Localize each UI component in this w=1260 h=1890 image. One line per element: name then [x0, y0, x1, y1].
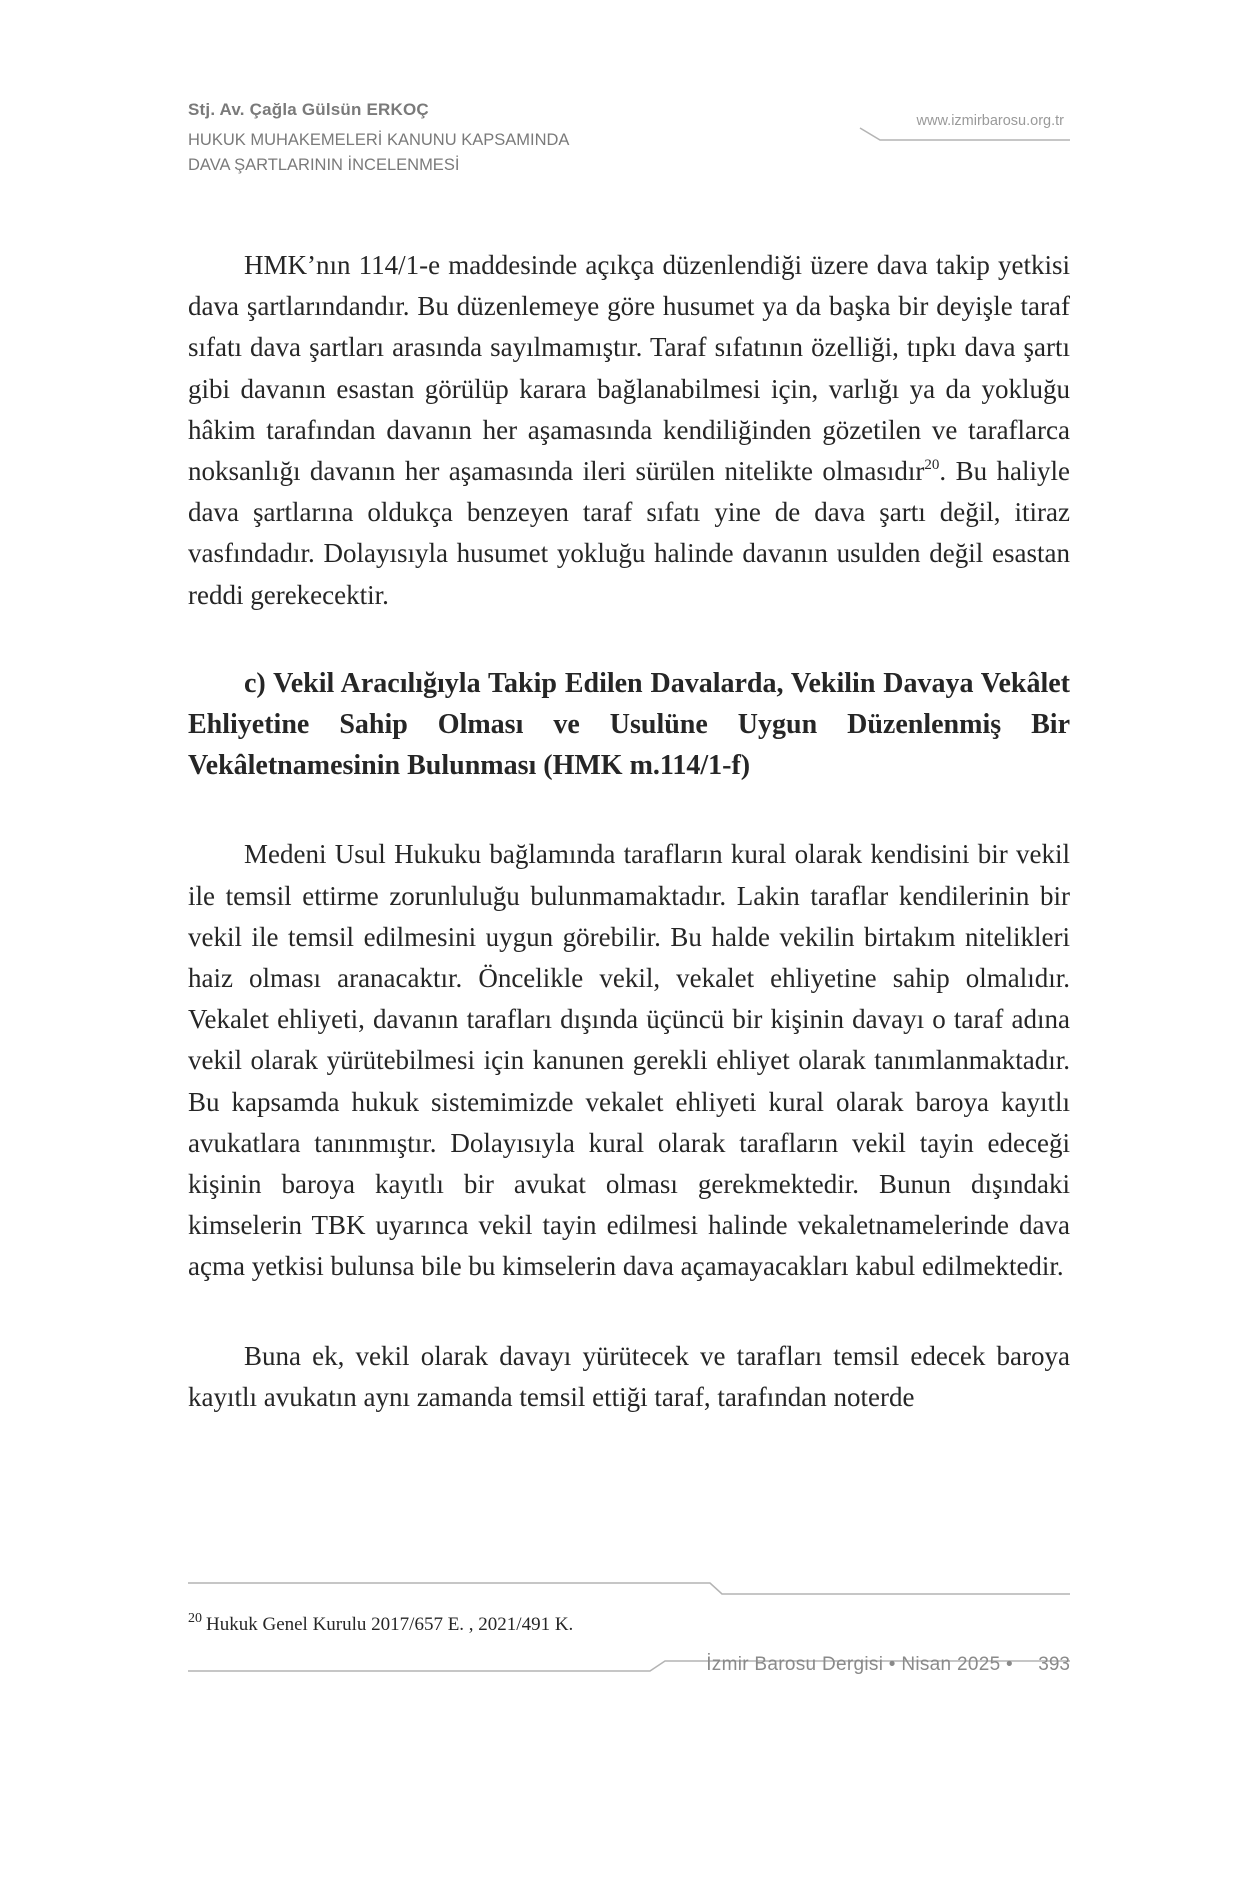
header-article-title [188, 128, 569, 178]
footnote-reference[interactable]: 20 [924, 457, 940, 474]
paragraph-1-text: HMK’nın 114/1-e maddesinde açıkça düzenlendiği üzere dava takip yetkisi dava şartlarındandır. Bu düzenlemeye göre husumet ya da başka bir deyişle taraf sıfatı dava şartları arasında sayılmamıştır. Taraf sıfatının özelliği, tıpkı dava şartı gibi davanın esastan görülüp karara bağlanabilmesi için, varlığı ya da yokluğu hâkim tarafından davanın her aşamasında kendiliğinden gözetilen ve taraflarca noksanlığı davanın her aşamasında ileri sürülen nitelikte olmasıdır [188, 250, 1070, 487]
paragraph-3: Buna ek, vekil olarak davayı yürütecek ve tarafları temsil edecek baroya kayıtlı avukatın aynı zamanda temsil ettiği taraf, tarafından noterde [188, 1340, 1070, 1412]
footnote-number: 20 [188, 1611, 202, 1626]
header-title-line-2: DAVA ŞARTLARININ İNCELENMESİ [188, 156, 460, 174]
footer-journal-info: İzmir Barosu Dergisi • Nisan 2025 • [706, 1654, 1013, 1675]
header-website-url[interactable]: www.izmirbarosu.org.tr [916, 113, 1064, 129]
footnote [188, 1611, 573, 1636]
footnote-text: Hukuk Genel Kurulu 2017/657 E. , 2021/491 K. [206, 1614, 574, 1635]
section-heading: c) Vekil Aracılığıyla Takip Edilen Davalarda, Vekilin Davaya Vekâlet Ehliyetine Sahip Olması ve Usulüne Uygun Düzenlenmiş Bir Vekâletnamesinin Bulunması (HMK m.114/1-f) [188, 667, 1070, 782]
header-author: Stj. Av. Çağla Gülsün ERKOÇ [188, 100, 429, 119]
header-title-line-1: HUKUK MUHAKEMELERİ KANUNU KAPSAMINDA [188, 131, 570, 149]
paragraph-1-text-continued: . Bu haliyle dava şartlarına oldukça benzeyen taraf sıfatı yine de dava şartı değil, itiraz vasfındadır. Dolayısıyla husumet yokluğu halinde davanın usulden değil esastan reddi gerekecektir. [188, 456, 1070, 610]
paragraph-2: Medeni Usul Hukuku bağlamında tarafların kural olarak kendisini bir vekil ile temsil ettirme zorunluluğu bulunmamaktadır. Lakin taraflar kendilerinin bir vekil ile temsil edilmesini uygun görebilir. Bu halde vekilin birtakım nitelikleri haiz olması aranacaktır. Öncelikle vekil, vekalet ehliyetine sahip olmalıdır. Vekalet ehliyeti, davanın tarafları dışında üçüncü bir kişinin davayı o taraf adına vekil olarak yürütebilmesi için kanunen gerekli ehliyet olarak tanımlanmaktadır. Bu kapsamda hukuk sistemimizde vekalet ehliyeti kural olarak baroya kayıtlı avukatlara tanınmıştır. Dolayısıyla kural olarak tarafların vekil tayin edeceği kişinin baroya kayıtlı bir avukat olması gerekmektedir. Bunun dışındaki kimselerin TBK uyarınca vekil tayin edilmesi halinde vekaletnamelerinde dava açma yetkisi bulunsa bile bu kimselerin dava açamayacakları kabul edilmektedir. [188, 839, 1070, 1282]
page-number: 393 [1038, 1654, 1070, 1675]
article-body [188, 245, 1070, 1418]
paragraph-1 [188, 245, 1070, 616]
